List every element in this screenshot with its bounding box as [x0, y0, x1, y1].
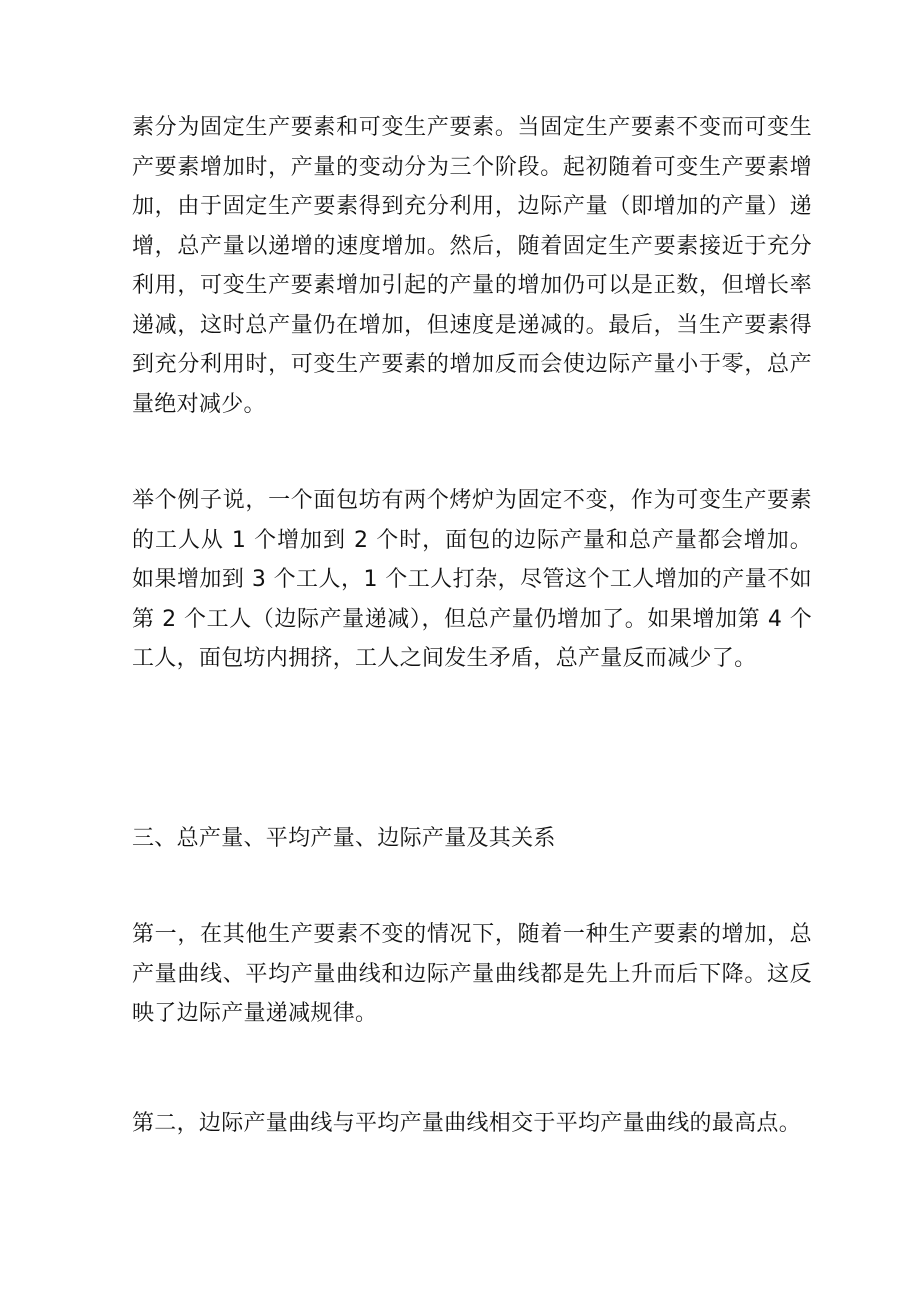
paragraph-first-point: 第一，在其他生产要素不变的情况下，随着一种生产要素的增加，总产量曲线、平均产量曲线和边际产量曲线都是先上升而后下降。这反映了边际产量递减规律。: [132, 922, 812, 1026]
paragraph-bakery-example: 举个例子说，一个面包坊有两个烤炉为固定不变，作为可变生产要素的工人从 1 个增加到 2 个时，面包的边际产量和总产量都会增加。如果增加到 3 个工人，1 个工人打杂，尽管这个工人增加的产量不如第 2 个工人（边际产量递减），但总产量仍增加了。如果增加第 4 个工人，面包坊内拥挤，工人之间发生矛盾，总产量反而减少了。: [132, 488, 812, 671]
paragraph-second-point: 第二，边际产量曲线与平均产量曲线相交于平均产量曲线的最高点。: [132, 1111, 802, 1136]
paragraph-production-stages: 素分为固定生产要素和可变生产要素。当固定生产要素不变而可变生产要素增加时，产量的变动分为三个阶段。起初随着可变生产要素增加，由于固定生产要素得到充分利用，边际产量（即增加的产量）递增，总产量以递增的速度增加。然后，随着固定生产要素接近于充分利用，可变生产要素增加引起的产量的增加仍可以是正数，但增长率递减，这时总产量仍在增加，但速度是递减的。最后，当生产要素得到充分利用时，可变生产要素的增加反而会使边际产量小于零，总产量绝对减少。: [132, 115, 812, 417]
section-heading: 三、总产量、平均产量、边际产量及其关系: [132, 826, 556, 851]
